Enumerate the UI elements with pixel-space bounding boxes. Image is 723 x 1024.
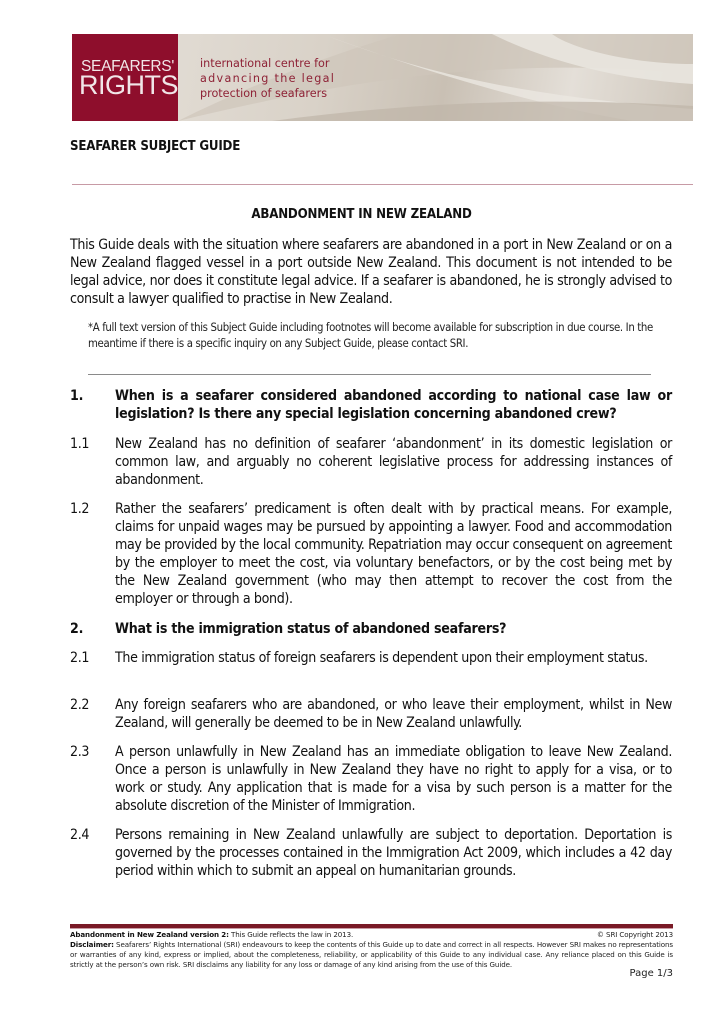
clause-number: 2.4 (70, 827, 90, 843)
section-heading-1 (70, 387, 672, 423)
version-text: This Guide reflects the law in 2013. (228, 930, 354, 939)
tagline-line: international centre for (200, 57, 330, 70)
clause-text: The immigration status of foreign seafarers is dependent upon their employment status. (115, 650, 648, 666)
disclaimer-text: Seafarers’ Rights International (SRI) endeavours to keep the contents of this Guide up to date and correct in all respects. However SRI makes no representations or warranties of any kind, express or implied, about the completeness, reliability, or applicability of this Guide to any individual case. Any reliance placed on this Guide is strictly at the person’s own risk. SRI disclaims any liability for any loss or damage of any kind arising from the use of this Guide. (70, 940, 673, 969)
clause-2-1 (70, 649, 672, 667)
footer-divider (70, 924, 673, 929)
logo-text-seafarers: SEAFARERS' (81, 58, 174, 75)
subscription-note: *A full text version of this Subject Guide including footnotes will become available for subscription in due course. In the meantime if there is a specific inquiry on any Subject Guide, please contact SRI. (88, 321, 653, 350)
page-number: Page 1/3 (629, 968, 673, 979)
organization-tagline (200, 56, 335, 101)
disclaimer (70, 940, 673, 970)
section-number: 2. (70, 621, 84, 637)
section-heading-text: When is a seafarer considered abandoned according to national case law or legislation? Is there any special legislation concerning abandoned crew? (115, 388, 672, 422)
tagline-line: advancing the legal (200, 72, 336, 85)
copyright-notice: © SRI Copyright 2013 (596, 930, 673, 939)
clause-text: Any foreign seafarers who are abandoned, or who leave their employment, whilst in New Zealand, will generally be deemed to be in New Zealand unlawfully. (115, 697, 672, 731)
clause-number: 1.2 (70, 501, 90, 517)
guide-type-label: SEAFARER SUBJECT GUIDE (70, 139, 241, 154)
version-line (70, 930, 673, 940)
version-label: Abandonment in New Zealand version 2: (70, 930, 229, 939)
section-number: 1. (70, 388, 84, 404)
header-banner (72, 34, 693, 121)
disclaimer-label: Disclaimer: (70, 940, 114, 949)
page-footer (70, 930, 673, 970)
clause-2-3 (70, 743, 672, 815)
clause-2-4 (70, 826, 672, 880)
clause-number: 2.3 (70, 744, 90, 760)
clause-number: 2.2 (70, 697, 90, 713)
clause-text: New Zealand has no definition of seafarer ‘abandonment’ in its domestic legislation or common law, and arguably no coherent legislative process for addressing instances of abandonment. (115, 436, 672, 488)
section-heading-text: What is the immigration status of abandoned seafarers? (115, 621, 507, 637)
tagline-line: protection of seafarers (200, 87, 328, 100)
clause-text: Rather the seafarers’ predicament is often dealt with by practical means. For example, claims for unpaid wages may be pursued by appointing a lawyer. Food and accommodation may be provided by the local community. Repatriation may occur consequent on agreement by the employer to meet the cost, via voluntary benefactors, or by the cost being met by the New Zealand government (who may then attempt to recover the cost from the employer or through a bond). (115, 501, 672, 607)
clause-number: 2.1 (70, 650, 90, 666)
section-divider (88, 374, 651, 375)
seafarers-rights-logo (72, 34, 178, 121)
document-title: ABANDONMENT IN NEW ZEALAND (251, 207, 472, 222)
intro-paragraph: This Guide deals with the situation where seafarers are abandoned in a port in New Zealand or on a New Zealand flagged vessel in a port outside New Zealand. This document is not intended to be legal advice, nor does it constitute legal advice. If a seafarer is abandoned, he is strongly advised to consult a lawyer qualified to practise in New Zealand. (70, 237, 672, 307)
clause-number: 1.1 (70, 436, 90, 452)
section-heading-2 (70, 620, 672, 638)
header-divider (72, 184, 693, 185)
logo-text-rights: RIGHTS (79, 70, 179, 100)
clause-text: Persons remaining in New Zealand unlawfully are subject to deportation. Deportation is governed by the processes contained in the Immigration Act 2009, which includes a 42 day period within which to submit an appeal on humanitarian grounds. (115, 827, 672, 879)
clause-1-2 (70, 500, 672, 608)
clause-2-2 (70, 696, 672, 732)
clause-text: A person unlawfully in New Zealand has an immediate obligation to leave New Zealand. Once a person is unlawfully in New Zealand they have no right to apply for a visa, or to work or study. Any application that is made for a visa by such person is a matter for the absolute discretion of the Minister of Immigration. (115, 744, 672, 814)
clause-1-1 (70, 435, 672, 489)
